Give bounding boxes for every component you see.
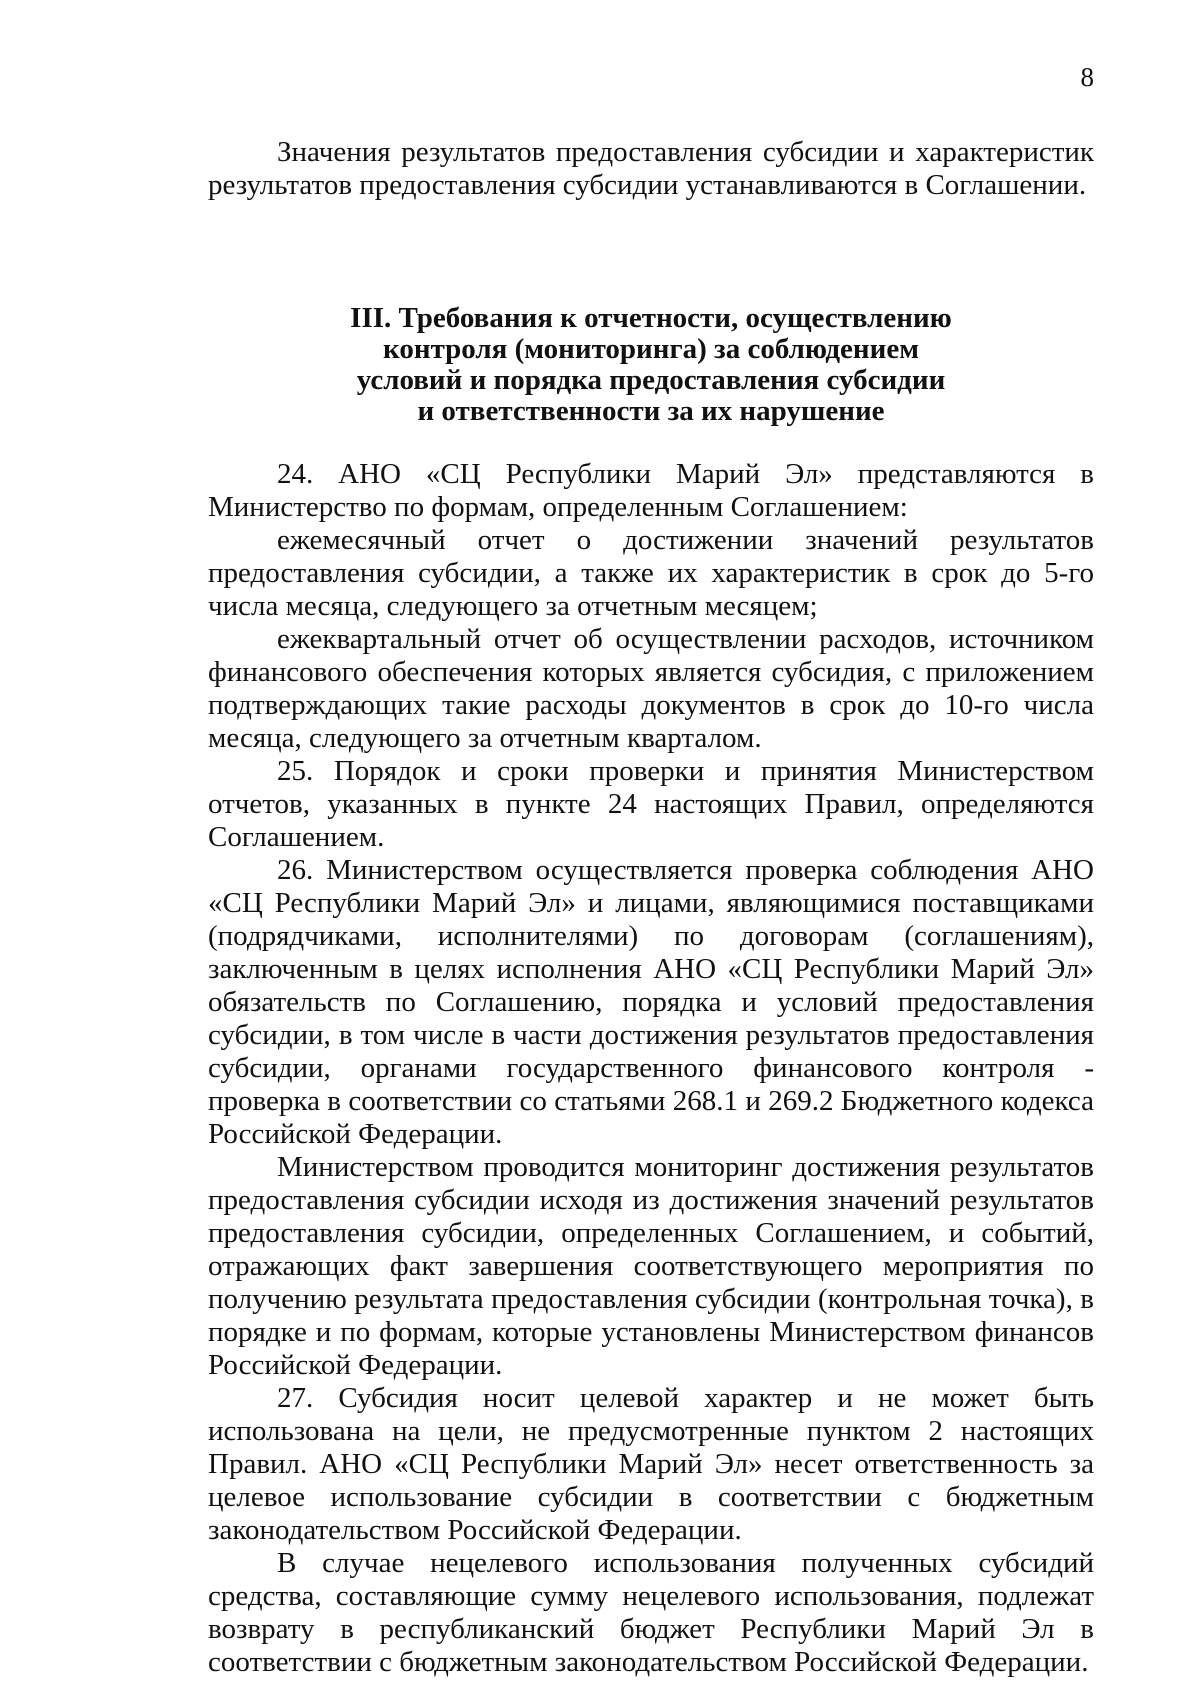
section-title [208, 303, 1094, 427]
section-title-line: и ответственности за их нарушение [417, 395, 885, 427]
paragraph-25: 25. Порядок и сроки проверки и принятия Министерством отчетов, указанных в пункте 24 настоящих Правил, определяются Соглашением. [208, 755, 1094, 853]
paragraph-27: 27. Субсидия носит целевой характер и не может быть использована на цели, не предусмотренные пунктом 2 настоящих Правил. АНО «СЦ Республики Марий Эл» несет ответственность за целевое использование субсидии в соответствии с бюджетным законодательством Российской Федерации. [208, 1382, 1094, 1546]
paragraph-24-quarterly-report: ежеквартальный отчет об осуществлении расходов, источником финансового обеспечения которых является субсидия, с приложением подтверждающих такие расходы документов в срок до 10-го числа месяца, следующего за отчетным кварталом. [208, 623, 1094, 754]
section-title-line: контроля (мониторинга) за соблюдением [383, 333, 919, 365]
section-title-line: условий и порядка предоставления субсидии [356, 364, 946, 396]
paragraph-24: 24. АНО «СЦ Республики Марий Эл» представляются в Министерство по формам, определенным Соглашением: [208, 458, 1094, 523]
paragraph-26: 26. Министерством осуществляется проверка соблюдения АНО «СЦ Республики Марий Эл» и лицами, являющимися поставщиками (подрядчиками, исполнителями) по договорам (соглашениям), заключенным в целях исполнения АНО «СЦ Республики Марий Эл» обязательств по Соглашению, порядка и условий предоставления субсидии, в том числе в части достижения результатов предоставления субсидии, органами государственного финансового контроля - проверка в соответствии со статьями 268.1 и 269.2 Бюджетного кодекса Российской Федерации. [208, 854, 1094, 1150]
page-number: 8 [1080, 62, 1094, 92]
document-body [208, 136, 1094, 1679]
intro-paragraph: Значения результатов предоставления субсидии и характеристик результатов предоставления субсидии устанавливаются в Соглашении. [208, 136, 1094, 201]
paragraph-24-monthly-report: ежемесячный отчет о достижении значений результатов предоставления субсидии, а также их характеристик в срок до 5-го числа месяца, следующего за отчетным месяцем; [208, 524, 1094, 622]
paragraph-26-monitoring: Министерством проводится мониторинг достижения результатов предоставления субсидии исходя из достижения значений результатов предоставления субсидии, определенных Соглашением, и событий, отражающих факт завершения соответствующего мероприятия по получению результата предоставления субсидии (контрольная точка), в порядке и по формам, которые установлены Министерством финансов Российской Федерации. [208, 1151, 1094, 1381]
paragraph-27-misuse: В случае нецелевого использования полученных субсидий средства, составляющие сумму нецелевого использования, подлежат возврату в республиканский бюджет Республики Марий Эл в соответствии с бюджетным законодательством Российской Федерации. [208, 1547, 1094, 1678]
section-title-line: III. Требования к отчетности, осуществлению [350, 302, 952, 334]
